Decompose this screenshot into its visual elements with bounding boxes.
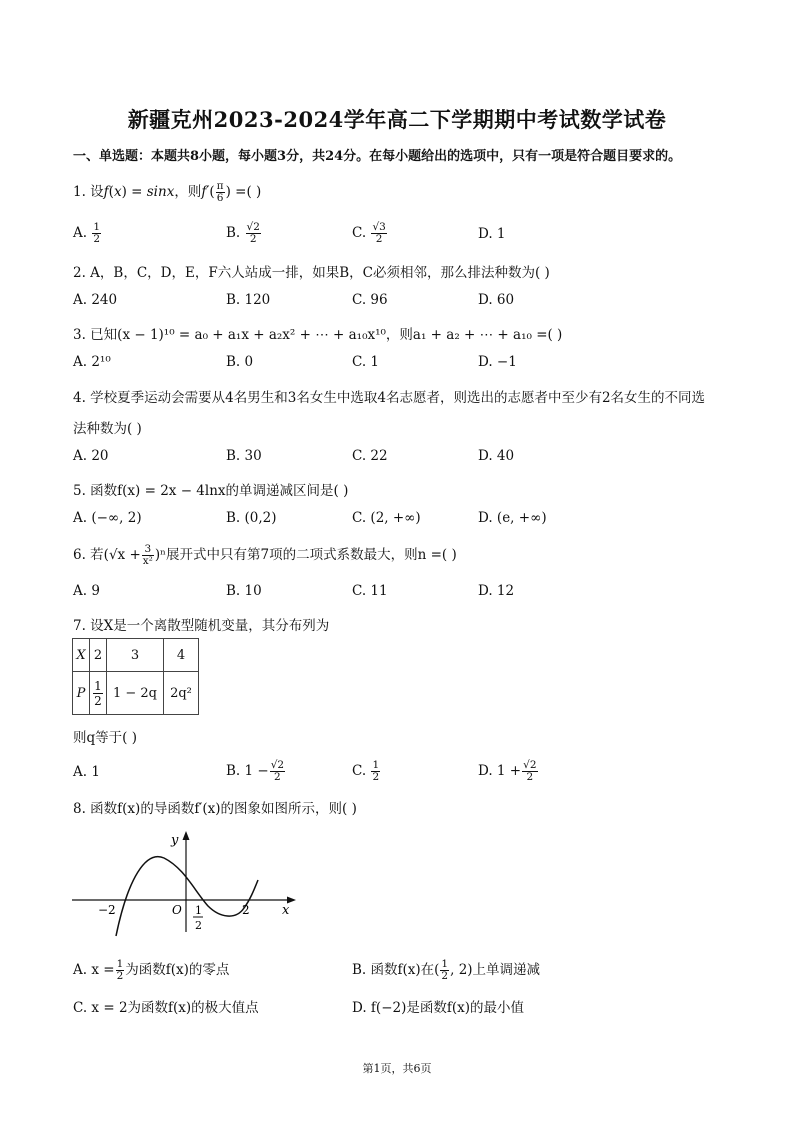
- question-7: 7. 设X是一个离散型随机变量，其分布列为: [73, 618, 330, 634]
- q1-x: x: [113, 184, 122, 200]
- q7-option-b[interactable]: [226, 760, 286, 783]
- q7-d-den: 2: [526, 771, 534, 783]
- q8-a-post: 为函数f(x)的零点: [125, 962, 230, 978]
- q2-option-d[interactable]: D. 60: [478, 292, 515, 308]
- q1-six: 6: [216, 192, 224, 204]
- q1-a-num: 1: [93, 221, 101, 233]
- q1-option-d[interactable]: D. 1: [478, 226, 506, 242]
- q6-frac: [142, 544, 154, 567]
- question-2: 2. A，B，C，D，E，F六人站成一排，如果B，C必须相邻，那么排法种数为( ): [73, 265, 550, 281]
- question-7-ask: 则q等于( ): [73, 730, 137, 746]
- table-cell-4: 4: [164, 639, 199, 672]
- q8-b-frac: [440, 959, 449, 982]
- q5-option-d[interactable]: D. (e, +∞): [478, 510, 547, 526]
- q1-func: f: [103, 184, 109, 200]
- tick-neg2: −2: [98, 903, 116, 917]
- q6-num: 3: [142, 544, 154, 556]
- derivative-curve: [116, 857, 258, 936]
- q1-sinx: sinx: [146, 184, 175, 200]
- q7-option-a[interactable]: A. 1: [73, 764, 100, 780]
- q1-pre: 1. 设: [73, 184, 104, 200]
- q7-b-label: B. 1 −: [226, 763, 269, 779]
- q1-a-frac: [92, 222, 101, 245]
- q4-option-d[interactable]: D. 40: [478, 448, 515, 464]
- table-cell-x: X: [73, 639, 90, 672]
- table-cell-2: 2: [90, 639, 107, 672]
- q7-c-frac: [371, 760, 380, 783]
- distribution-table: [72, 638, 199, 715]
- q6-option-d[interactable]: D. 12: [478, 583, 515, 599]
- q1-fprime: f′: [201, 184, 210, 200]
- q1-c-frac: [371, 222, 386, 245]
- y-axis-arrow: [183, 831, 190, 840]
- q2-option-c[interactable]: C. 96: [352, 292, 388, 308]
- q1-b-frac: [246, 222, 261, 245]
- question-5: 5. 函数f(x) = 2x − 4lnx的单调递减区间是( ): [73, 483, 349, 499]
- q8-option-c[interactable]: C. x = 2为函数f(x)的极大值点: [73, 1000, 259, 1016]
- question-4-line-1: 4. 学校夏季运动会需要从4名男生和3名女生中选取4名志愿者，则选出的志愿者中至少有2名女生的不同选: [73, 390, 706, 406]
- q8-a-pre: A. x =: [73, 962, 115, 978]
- tick-half-num: 1: [195, 904, 202, 917]
- q7-b-den: 2: [274, 771, 281, 783]
- q4-option-a[interactable]: A. 20: [73, 448, 109, 464]
- q6-den: x²: [142, 555, 153, 567]
- q5-option-b[interactable]: B. (0,2): [226, 510, 277, 526]
- tick-2: 2: [242, 903, 250, 917]
- q8-b-post: , 2)上单调递减: [450, 962, 541, 978]
- q1-pi: π: [216, 180, 224, 192]
- q4-option-c[interactable]: C. 22: [352, 448, 388, 464]
- q1-b-den: 2: [249, 233, 257, 245]
- q1-c-num: √3: [372, 221, 386, 233]
- q5-option-a[interactable]: A. (−∞, 2): [73, 510, 142, 526]
- q7-b-num: √2: [270, 759, 285, 771]
- q7-c-den: 2: [372, 771, 380, 783]
- q8-option-d[interactable]: D. f(−2)是函数f(x)的最小值: [352, 1000, 524, 1016]
- q6-option-c[interactable]: C. 11: [352, 583, 388, 599]
- q8-b-pre: B. 函数f(x)在(: [352, 962, 440, 978]
- table-cell-2q2: 2q²: [164, 672, 199, 715]
- q8-b-den: 2: [441, 970, 449, 982]
- q3-option-a[interactable]: A. 2¹⁰: [73, 354, 111, 370]
- q7-option-c[interactable]: [352, 760, 381, 783]
- question-8: 8. 函数f(x)的导函数f′(x)的图象如图所示，则( ): [73, 801, 357, 817]
- q1-b-label: B.: [226, 225, 241, 241]
- table-cell-half: [90, 672, 107, 715]
- q3-option-c[interactable]: C. 1: [352, 354, 380, 370]
- table-cell-p: P: [73, 672, 90, 715]
- q3-option-b[interactable]: B. 0: [226, 354, 254, 370]
- q5-option-c[interactable]: C. (2, +∞): [352, 510, 421, 526]
- q2-option-b[interactable]: B. 120: [226, 292, 271, 308]
- q6-post: )ⁿ展开式中只有第7项的二项式系数最大，则n =( ): [154, 547, 457, 563]
- question-1: 1. 设f(x) = sinx，则f′( $\frac{\pi}{6}$ ) =( ): [73, 180, 262, 204]
- q7-option-d[interactable]: [478, 760, 539, 783]
- q8-option-a[interactable]: [73, 958, 229, 982]
- q1-a-den: 2: [93, 233, 101, 245]
- q3-option-d[interactable]: D. −1: [478, 354, 517, 370]
- half-num: 1: [94, 678, 102, 693]
- question-4-line-2: 法种数为( ): [73, 421, 142, 437]
- q6-pre: 6. 若(√x +: [73, 547, 141, 563]
- q8-a-den: 2: [116, 970, 124, 982]
- q1-option-a[interactable]: [73, 222, 102, 245]
- page-title: 新疆克州2023-2024学年高二下学期期中考试数学试卷: [127, 107, 667, 132]
- half-den: 2: [94, 693, 102, 708]
- q8-a-frac: [116, 959, 125, 982]
- q6-option-a[interactable]: A. 9: [73, 583, 100, 599]
- q1-c-den: 2: [375, 233, 383, 245]
- q7-d-frac: [522, 760, 537, 783]
- q8-a-num: 1: [116, 958, 124, 970]
- q7-d-label: D. 1 +: [478, 763, 522, 779]
- q1-mid: ，则: [174, 184, 202, 200]
- q1-option-c[interactable]: [352, 222, 388, 245]
- q1-end: =( ): [230, 184, 262, 200]
- q7-d-num: √2: [523, 759, 537, 771]
- table-cell-1-2q: 1 − 2q: [107, 672, 164, 715]
- page-footer: 第1页，共6页: [362, 1062, 432, 1075]
- question-6: [73, 543, 457, 567]
- q1-pi-over-6: [216, 181, 225, 204]
- half-frac: [93, 679, 103, 708]
- y-label: y: [171, 833, 179, 848]
- q1-a-label: A.: [73, 225, 88, 241]
- q7-b-frac: [270, 760, 285, 783]
- q1-c-label: C.: [352, 225, 367, 241]
- table-cell-3: 3: [107, 639, 164, 672]
- x-label: x: [282, 903, 290, 918]
- q7-c-label: C.: [352, 763, 367, 779]
- origin-label: O: [172, 903, 182, 917]
- q1-option-b[interactable]: [226, 222, 262, 245]
- q8-b-num: 1: [441, 958, 449, 970]
- q4-option-b[interactable]: B. 30: [226, 448, 262, 464]
- q6-option-b[interactable]: B. 10: [226, 583, 262, 599]
- question-3: 3. 已知(x − 1)¹⁰ = a₀ + a₁x + a₂x² + ⋯ + a₁₀x¹⁰，则a₁ + a₂ + ⋯ + a₁₀ =( ): [73, 327, 563, 343]
- q1-b-num: √2: [246, 221, 260, 233]
- q7-c-num: 1: [372, 759, 380, 771]
- q8-option-b[interactable]: [352, 958, 540, 982]
- q2-option-a[interactable]: A. 240: [73, 292, 118, 308]
- section-heading: 一、单选题：本题共8小题，每小题3分，共24分。在每小题给出的选项中，只有一项是符合题目要求的。: [73, 149, 682, 164]
- tick-half-den: 2: [195, 919, 202, 932]
- derivative-graph: [68, 828, 304, 938]
